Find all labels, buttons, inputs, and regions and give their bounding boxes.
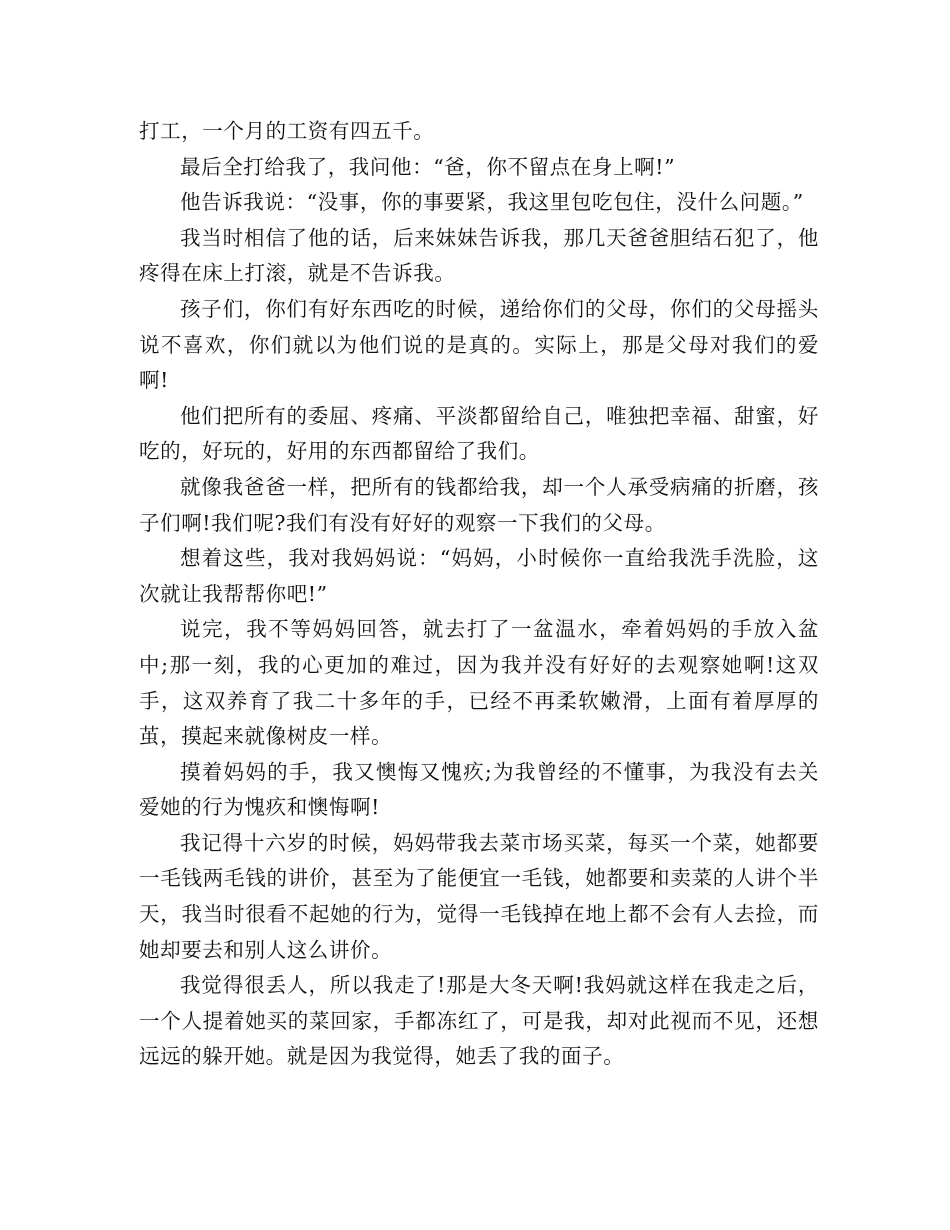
paragraph-2: 最后全打给我了，我问他：“爸，你不留点在身上啊!” [180, 154, 676, 179]
paragraph-1: 打工，一个月的工资有四五千。 [139, 119, 435, 143]
paragraph-6: 他们把所有的委屈、疼痛、平淡都留给自己，唯独把幸福、甜蜜，好吃的，好玩的，好用的东西都留给了我们。 [139, 403, 819, 464]
paragraph-8: 想着这些，我对我妈妈说：“妈妈，小时候你一直给我洗手洗脸，这次就让我帮帮你吧!” [139, 546, 819, 606]
paragraph-12: 我觉得很丢人，所以我走了!那是大冬天啊!我妈就这样在我走之后，一个人提着她买的菜回家，手都冻红了，可是我，却对此视而不见，还想远远的躲开她。就是因为我觉得，她丢了我的面子。 [139, 973, 819, 1069]
paragraph-5: 孩子们，你们有好东西吃的时候，递给你们的父母，你们的父母摇头说不喜欢，你们就以为他们说的是真的。实际上，那是父母对我们的爱啊! [139, 296, 819, 393]
paragraph-3: 他告诉我说：“没事，你的事要紧，我这里包吃包住，没什么问题。” [180, 190, 804, 215]
paragraph-7: 就像我爸爸一样，把所有的钱都给我，却一个人承受病痛的折磨，孩子们啊!我们呢?我们有没有好好的观察一下我们的父母。 [139, 474, 819, 535]
document-body [139, 114, 819, 1075]
paragraph-4: 我当时相信了他的话，后来妹妹告诉我，那几天爸爸胆结石犯了，他疼得在床上打滚，就是不告诉我。 [139, 225, 819, 286]
paragraph-9: 说完，我不等妈妈回答，就去打了一盆温水，牵着妈妈的手放入盆中;那一刻，我的心更加的难过，因为我并没有好好的去观察她啊!这双手，这双养育了我二十多年的手，已经不再柔软嫩滑，上面有着厚厚的茧，摸起来就像树皮一样。 [139, 617, 819, 749]
paragraph-11: 我记得十六岁的时候，妈妈带我去菜市场买菜，每买一个菜，她都要一毛钱两毛钱的讲价，甚至为了能便宜一毛钱，她都要和卖菜的人讲个半天，我当时很看不起她的行为，觉得一毛钱掉在地上都不会有人去捡，而她却要去和别人这么讲价。 [139, 830, 819, 962]
paragraph-10: 摸着妈妈的手，我又懊悔又愧疚;为我曾经的不懂事，为我没有去关爱她的行为愧疚和懊悔啊! [139, 759, 819, 820]
